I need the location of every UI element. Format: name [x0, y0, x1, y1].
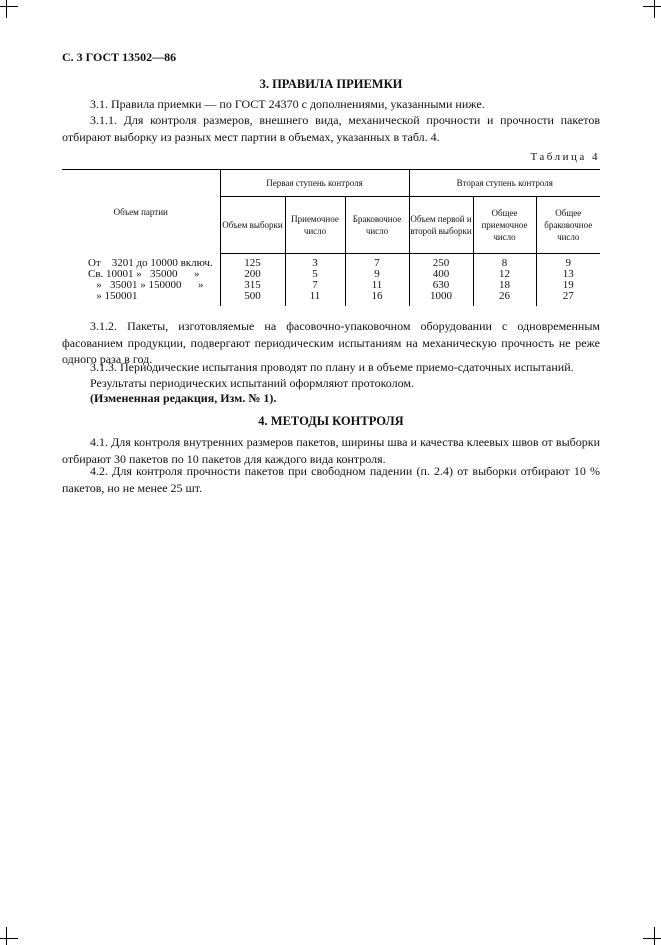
- paragraph-3-1: 3.1. Правила приемки — по ГОСТ 24370 с дополнениями, указанными ниже.: [90, 97, 485, 111]
- total-rejection-cell: 9: [565, 257, 571, 269]
- acceptance-number-cell: 3: [312, 257, 318, 269]
- combined-sample-cell: 630: [432, 279, 450, 291]
- corner-mark-top-right-v: [654, 0, 655, 18]
- total-acceptance-cell: 26: [499, 290, 510, 302]
- th-total-acceptance: Общее приемочное число: [473, 197, 536, 254]
- corner-mark-bottom-right-v: [654, 927, 655, 945]
- acceptance-number-cell: 11: [309, 290, 321, 302]
- th-second-stage: Вторая ступень контроля: [409, 170, 600, 197]
- table-caption: Таблица 4: [530, 151, 600, 163]
- sample-size-column: [220, 254, 285, 306]
- lot-size-row-4: » 150001: [88, 289, 138, 302]
- paragraph-3-1-1: 3.1.1. Для контроля размеров, внешнего вида, механической прочности и прочности пакетов отбирают выборку из разных мест партии в объемах, указанных в табл. 4.: [62, 113, 600, 144]
- paragraph-3-1-3: 3.1.3. Периодические испытания проводят по плану и в объеме приемо-сдаточных испытаний.: [90, 360, 574, 374]
- corner-mark-top-left-h: [0, 6, 18, 7]
- total-acceptance-cell: 8: [501, 257, 508, 269]
- total-acceptance-column: [473, 254, 536, 306]
- total-rejection-cell: 19: [562, 279, 574, 291]
- acceptance-number-cell: 5: [312, 268, 318, 280]
- acceptance-number-column: [285, 254, 345, 306]
- combined-sample-cell: 250: [432, 257, 450, 269]
- paragraph-4-1: 4.1. Для контроля внутренних размеров пакетов, ширины шва и качества клеевых швов от выборки отбирают 30 пакетов по 10 пакетов для каждого вида контроля.: [62, 435, 600, 466]
- th-sample-size: Объем выборки: [220, 197, 285, 254]
- rejection-number-cell: 11: [371, 279, 383, 291]
- th-first-stage: Первая ступень контроля: [220, 170, 409, 197]
- total-acceptance-cell: 12: [499, 268, 510, 280]
- th-total-rejection: Общее браковочное число: [536, 197, 600, 254]
- lot-size-column: [62, 254, 220, 306]
- section-4-title: 4. МЕТОДЫ КОНТРОЛЯ: [258, 414, 404, 428]
- paragraph-4-2: 4.2. Для контроля прочности пакетов при свободном падении (п. 2.4) от выборки отбирают 10 % пакетов, но не менее 25 шт.: [62, 464, 600, 495]
- corner-mark-top-left-v: [6, 0, 7, 18]
- corner-mark-bottom-left-v: [6, 927, 7, 945]
- lot-size-row-2: Св. 10001 » 35000 »: [88, 267, 200, 280]
- sample-size-cell: 315: [244, 279, 261, 291]
- combined-sample-column: [409, 254, 473, 306]
- lot-size-row-1: От 3201 до 10000 включ.: [88, 256, 213, 269]
- paragraph-3-1-2: 3.1.2. Пакеты, изготовляемые на фасовочно-упаковочном оборудовании с одновременным фасованием продукции, подвергают периодическим испытаниям на механическую прочность не реже одного раза в год.: [62, 319, 600, 366]
- total-rejection-cell: 27: [562, 290, 574, 302]
- corner-mark-bottom-right-h: [643, 938, 661, 939]
- rejection-number-cell: 9: [374, 268, 380, 280]
- sample-size-cell: 125: [244, 257, 261, 269]
- th-combined-sample: Объем первой и второй выборки: [409, 197, 473, 254]
- edition-note: (Измененная редакция, Изм. № 1).: [90, 391, 277, 405]
- table-4: [62, 169, 600, 306]
- paragraph-3-1-3-results: Результаты периодических испытаний оформляют протоколом.: [90, 376, 414, 390]
- combined-sample-cell: 400: [432, 268, 450, 280]
- combined-sample-cell: 1000: [430, 290, 452, 302]
- th-lot-size: Объем партии: [62, 170, 220, 254]
- rejection-number-cell: 16: [371, 290, 383, 302]
- th-acceptance-number: Приемочное число: [285, 197, 345, 254]
- corner-mark-top-right-h: [643, 6, 661, 7]
- sample-size-cell: 500: [244, 290, 261, 302]
- total-rejection-cell: 13: [562, 268, 574, 280]
- total-rejection-column: [536, 254, 600, 306]
- acceptance-number-cell: 7: [312, 279, 318, 291]
- page-header: С. 3 ГОСТ 13502—86: [62, 50, 177, 64]
- th-rejection-number: Браковочное число: [345, 197, 409, 254]
- rejection-number-cell: 7: [374, 257, 380, 269]
- rejection-number-column: [345, 254, 409, 306]
- section-3-title: 3. ПРАВИЛА ПРИЕМКИ: [259, 77, 403, 91]
- lot-size-row-3: » 35001 » 150000 »: [88, 278, 204, 291]
- total-acceptance-cell: 18: [499, 279, 510, 291]
- corner-mark-bottom-left-h: [0, 938, 18, 939]
- sample-size-cell: 200: [244, 268, 261, 280]
